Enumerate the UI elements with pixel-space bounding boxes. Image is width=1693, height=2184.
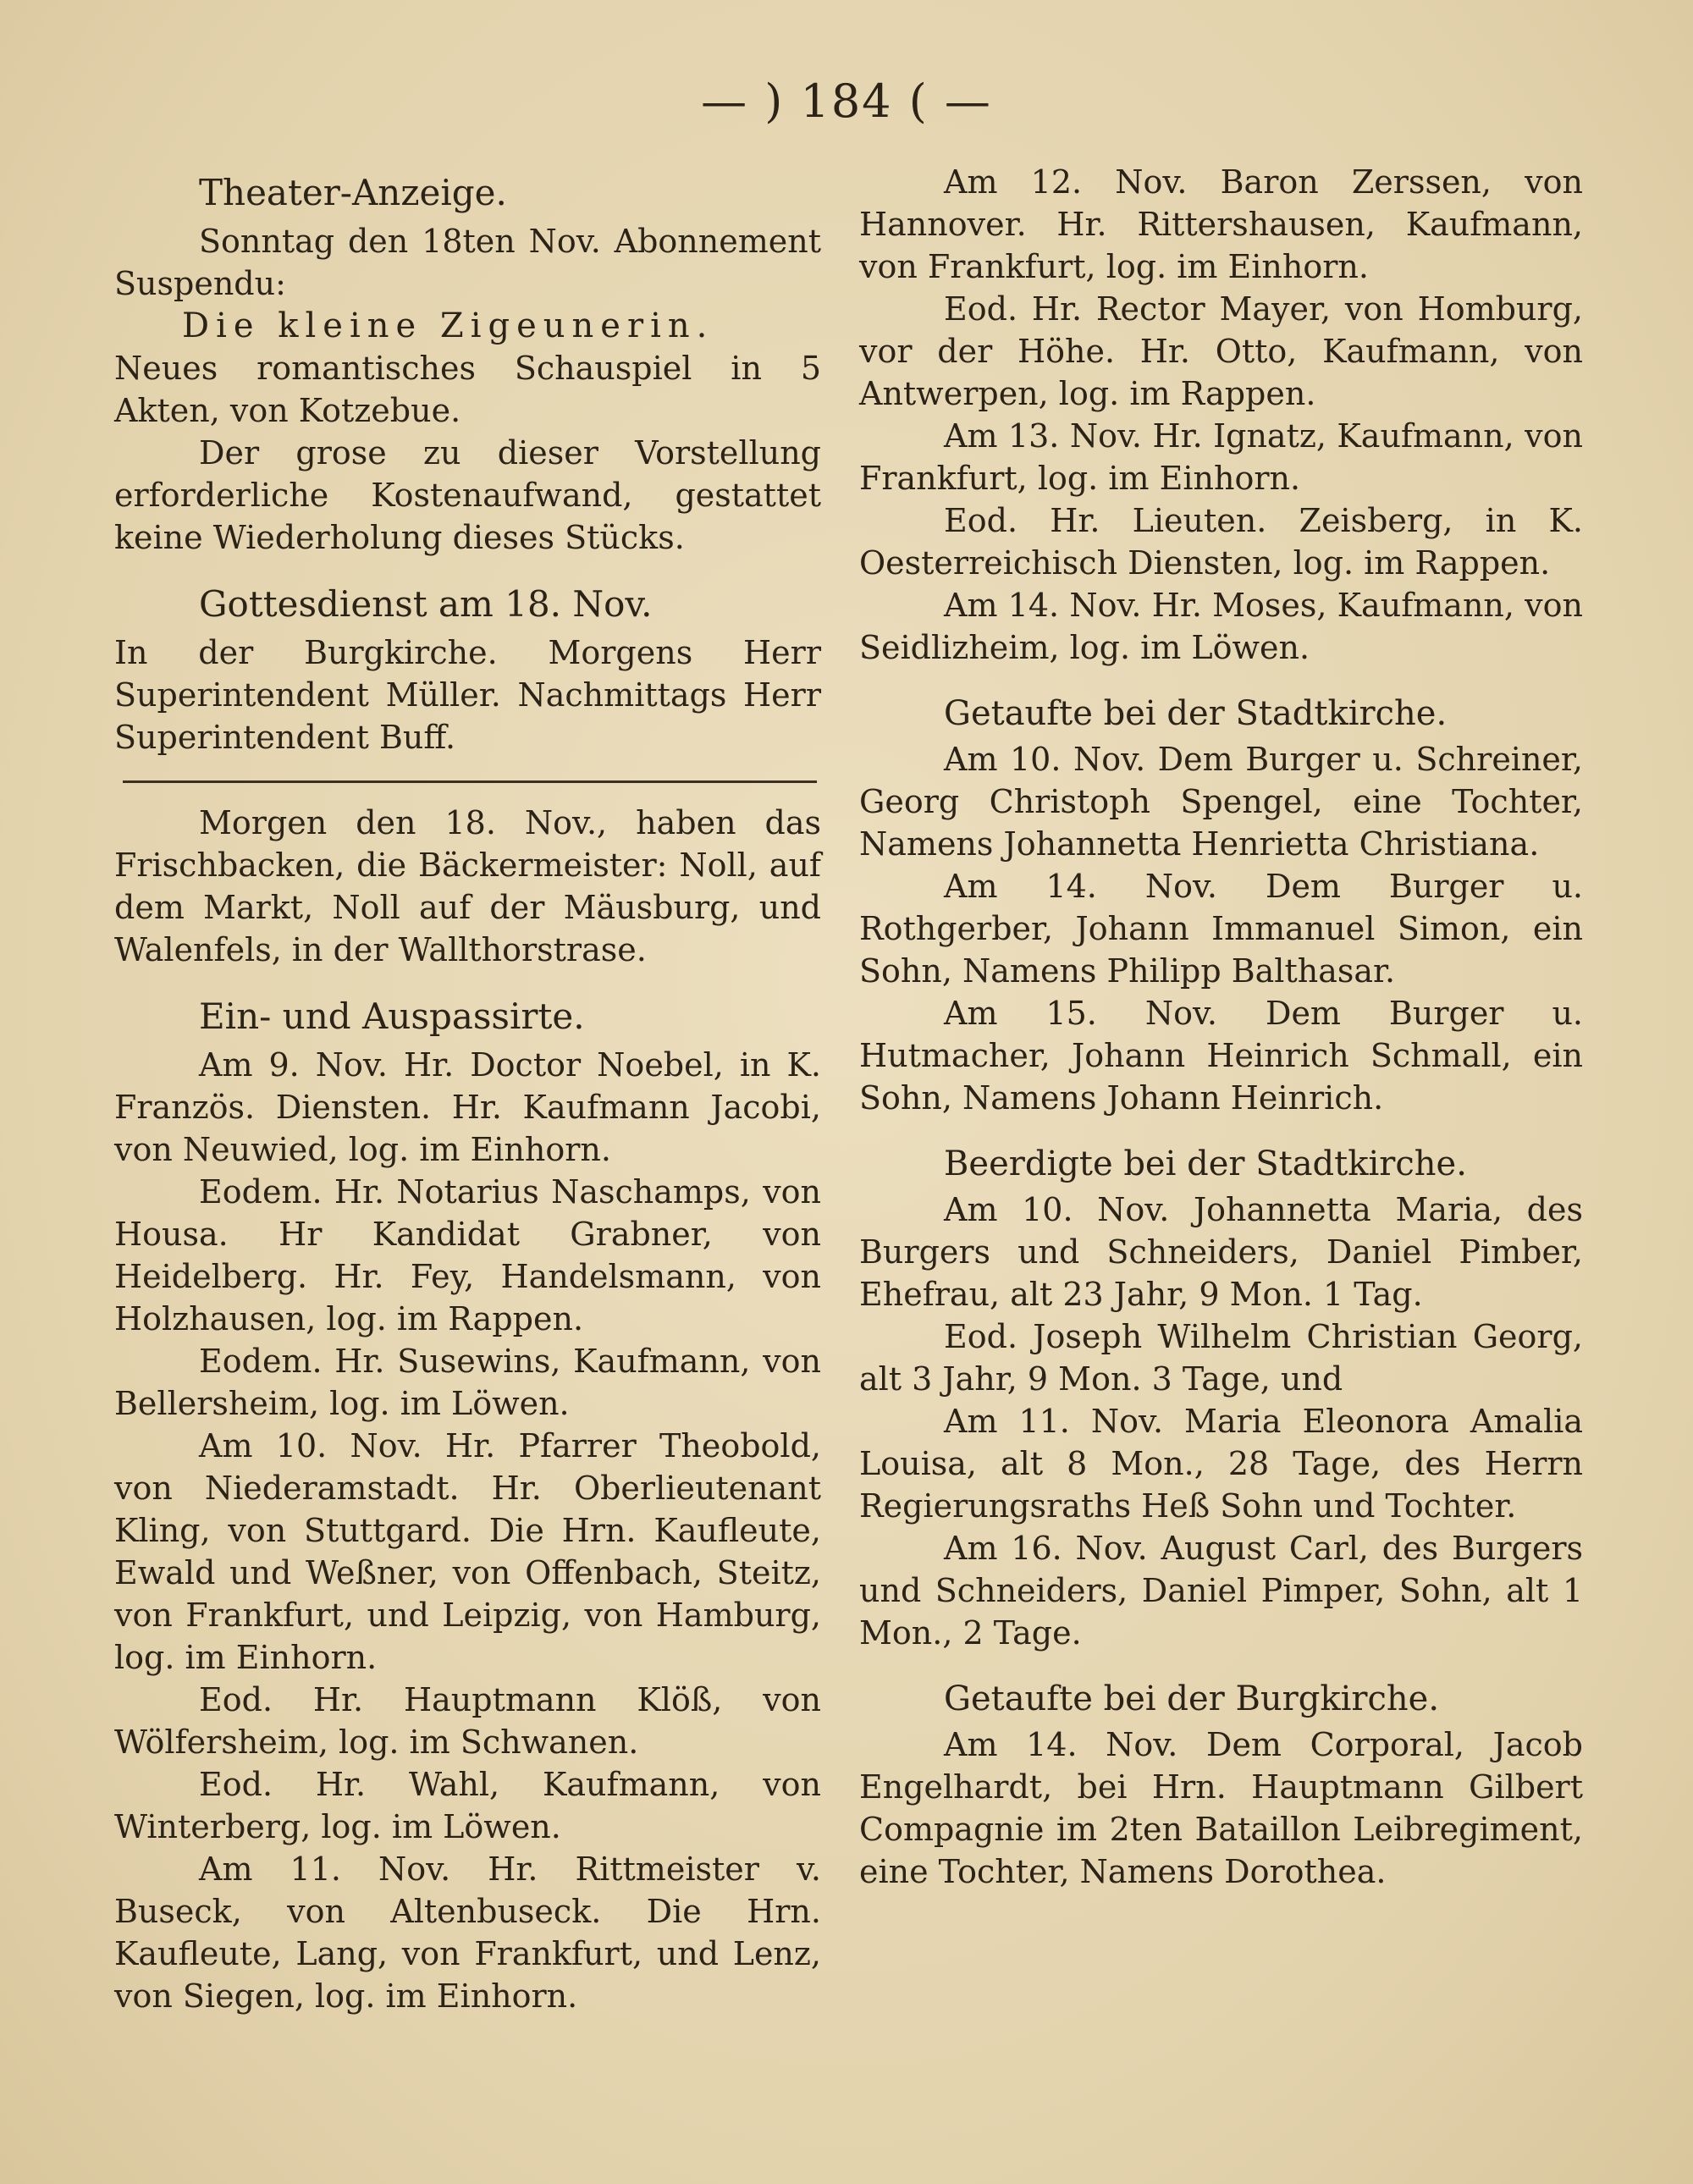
passirte-heading: Ein- und Auspassirte. bbox=[199, 995, 585, 1037]
passirte-continued bbox=[859, 161, 1583, 669]
theater-section bbox=[114, 169, 821, 559]
baptism-entry: Am 14. Nov. Dem Burger u. Rothgerber, Johann Immanuel Simon, ein Sohn, Namens Philipp Balthasar. bbox=[859, 868, 1583, 990]
gottesdienst-text: In der Burgkirche. Morgens Herr Superintendent Müller. Nachmittags Herr Superintendent Buff. bbox=[114, 634, 821, 756]
passirte-entry: Am 11. Nov. Hr. Rittmeister v. Buseck, von Altenbuseck. Die Hrn. Kaufleute, Lang, von Frankfurt, und Lenz, von Siegen, log. im Einhorn. bbox=[114, 1850, 821, 2015]
theater-note: Der grose zu dieser Vorstellung erforderliche Kostenaufwand, gestattet keine Wiederholung dieses Stücks. bbox=[114, 434, 821, 556]
burial-entry: Am 16. Nov. August Carl, des Burgers und Schneiders, Daniel Pimper, Sohn, alt 1 Mon., 2 Tage. bbox=[859, 1530, 1583, 1652]
passirte-entry: Eod. Hr. Wahl, Kaufmann, von Winterberg, log. im Löwen. bbox=[114, 1766, 821, 1845]
passirte-entry: Am 9. Nov. Hr. Doctor Noebel, in K. Französ. Diensten. Hr. Kaufmann Jacobi, von Neuwied, log. im Einhorn. bbox=[114, 1046, 821, 1168]
getaufte-stadtkirche-heading: Getaufte bei der Stadtkirche. bbox=[944, 694, 1448, 733]
right-column bbox=[859, 161, 1583, 1915]
play-title: Die kleine Zigeunerin. bbox=[182, 306, 714, 345]
frischbacken-section bbox=[114, 802, 821, 971]
section-divider bbox=[123, 780, 817, 783]
passirte-entry: Eod. Hr. Rector Mayer, von Homburg, vor der Höhe. Hr. Otto, Kaufmann, von Antwerpen, log. im Rappen. bbox=[859, 290, 1583, 412]
getaufte-burgkirche-section bbox=[859, 1676, 1583, 1893]
theater-heading: Theater-Anzeige. bbox=[199, 172, 507, 213]
left-column bbox=[114, 169, 821, 2039]
passirte-entry: Am 14. Nov. Hr. Moses, Kaufmann, von Seidlizheim, log. im Löwen. bbox=[859, 587, 1583, 666]
beerdigte-heading: Beerdigte bei der Stadtkirche. bbox=[944, 1144, 1467, 1183]
frischbacken-text: Morgen den 18. Nov., haben das Frischbacken, die Bäckermeister: Noll, auf dem Markt, Noll auf der Mäusburg, und Walenfels, in der Wallthorstrase. bbox=[114, 804, 821, 968]
baptism-entry: Am 14. Nov. Dem Corporal, Jacob Engelhardt, bei Hrn. Hauptmann Gilbert Compagnie im 2ten Bataillon Leibregiment, eine Tochter, Namens Dorothea. bbox=[859, 1726, 1583, 1890]
passirte-entry: Eodem. Hr. Notarius Naschamps, von Housa. Hr Kandidat Grabner, von Heidelberg. Hr. Fey, Handelsmann, von Holzhausen, log. im Rappen. bbox=[114, 1173, 821, 1337]
passirte-section bbox=[114, 993, 821, 2017]
burial-entry: Am 10. Nov. Johannetta Maria, des Burgers und Schneiders, Daniel Pimber, Ehefrau, alt 23 Jahr, 9 Mon. 1 Tag. bbox=[859, 1191, 1583, 1313]
baptism-entry: Am 10. Nov. Dem Burger u. Schreiner, Georg Christoph Spengel, eine Tochter, Namens Johannetta Henrietta Christiana. bbox=[859, 741, 1583, 863]
passirte-entry: Eodem. Hr. Susewins, Kaufmann, von Bellersheim, log. im Löwen. bbox=[114, 1343, 821, 1422]
getaufte-burgkirche-heading: Getaufte bei der Burgkirche. bbox=[944, 1679, 1440, 1718]
gottesdienst-heading: Gottesdienst am 18. Nov. bbox=[199, 583, 653, 625]
burial-entry: Eod. Joseph Wilhelm Christian Georg, alt 3 Jahr, 9 Mon. 3 Tage, und bbox=[859, 1318, 1583, 1398]
beerdigte-section bbox=[859, 1141, 1583, 1654]
passirte-entry: Am 13. Nov. Hr. Ignatz, Kaufmann, von Frankfurt, log. im Einhorn. bbox=[859, 417, 1583, 497]
passirte-entry: Am 10. Nov. Hr. Pfarrer Theobold, von Niederamstadt. Hr. Oberlieutenant Kling, von Stuttgard. Die Hrn. Kaufleute, Ewald und Weßner, von Offenbach, Steitz, von Frankfurt, und Leipzig, von Hamburg, log. im Einhorn. bbox=[114, 1427, 821, 1676]
baptism-entry: Am 15. Nov. Dem Burger u. Hutmacher, Johann Heinrich Schmall, ein Sohn, Namens Johann Heinrich. bbox=[859, 995, 1583, 1117]
gottesdienst-section bbox=[114, 581, 821, 758]
passirte-entry: Eod. Hr. Hauptmann Klöß, von Wölfersheim, log. im Schwanen. bbox=[114, 1681, 821, 1761]
page-number: — ) 184 ( — bbox=[701, 74, 992, 128]
getaufte-stadtkirche-section bbox=[859, 691, 1583, 1119]
play-description: Neues romantisches Schauspiel in 5 Akten, von Kotzebue. bbox=[114, 350, 821, 429]
passirte-entry: Am 12. Nov. Baron Zerssen, von Hannover. Hr. Rittershausen, Kaufmann, von Frankfurt, log. im Einhorn. bbox=[859, 163, 1583, 285]
burial-entry: Am 11. Nov. Maria Eleonora Amalia Louisa, alt 8 Mon., 28 Tage, des Herrn Regierungsraths Heß Sohn und Tochter. bbox=[859, 1403, 1583, 1525]
theater-date: Sonntag den 18ten Nov. Abonnement Suspendu: bbox=[114, 223, 821, 302]
passirte-entry: Eod. Hr. Lieuten. Zeisberg, in K. Oesterreichisch Diensten, log. im Rappen. bbox=[859, 502, 1583, 582]
